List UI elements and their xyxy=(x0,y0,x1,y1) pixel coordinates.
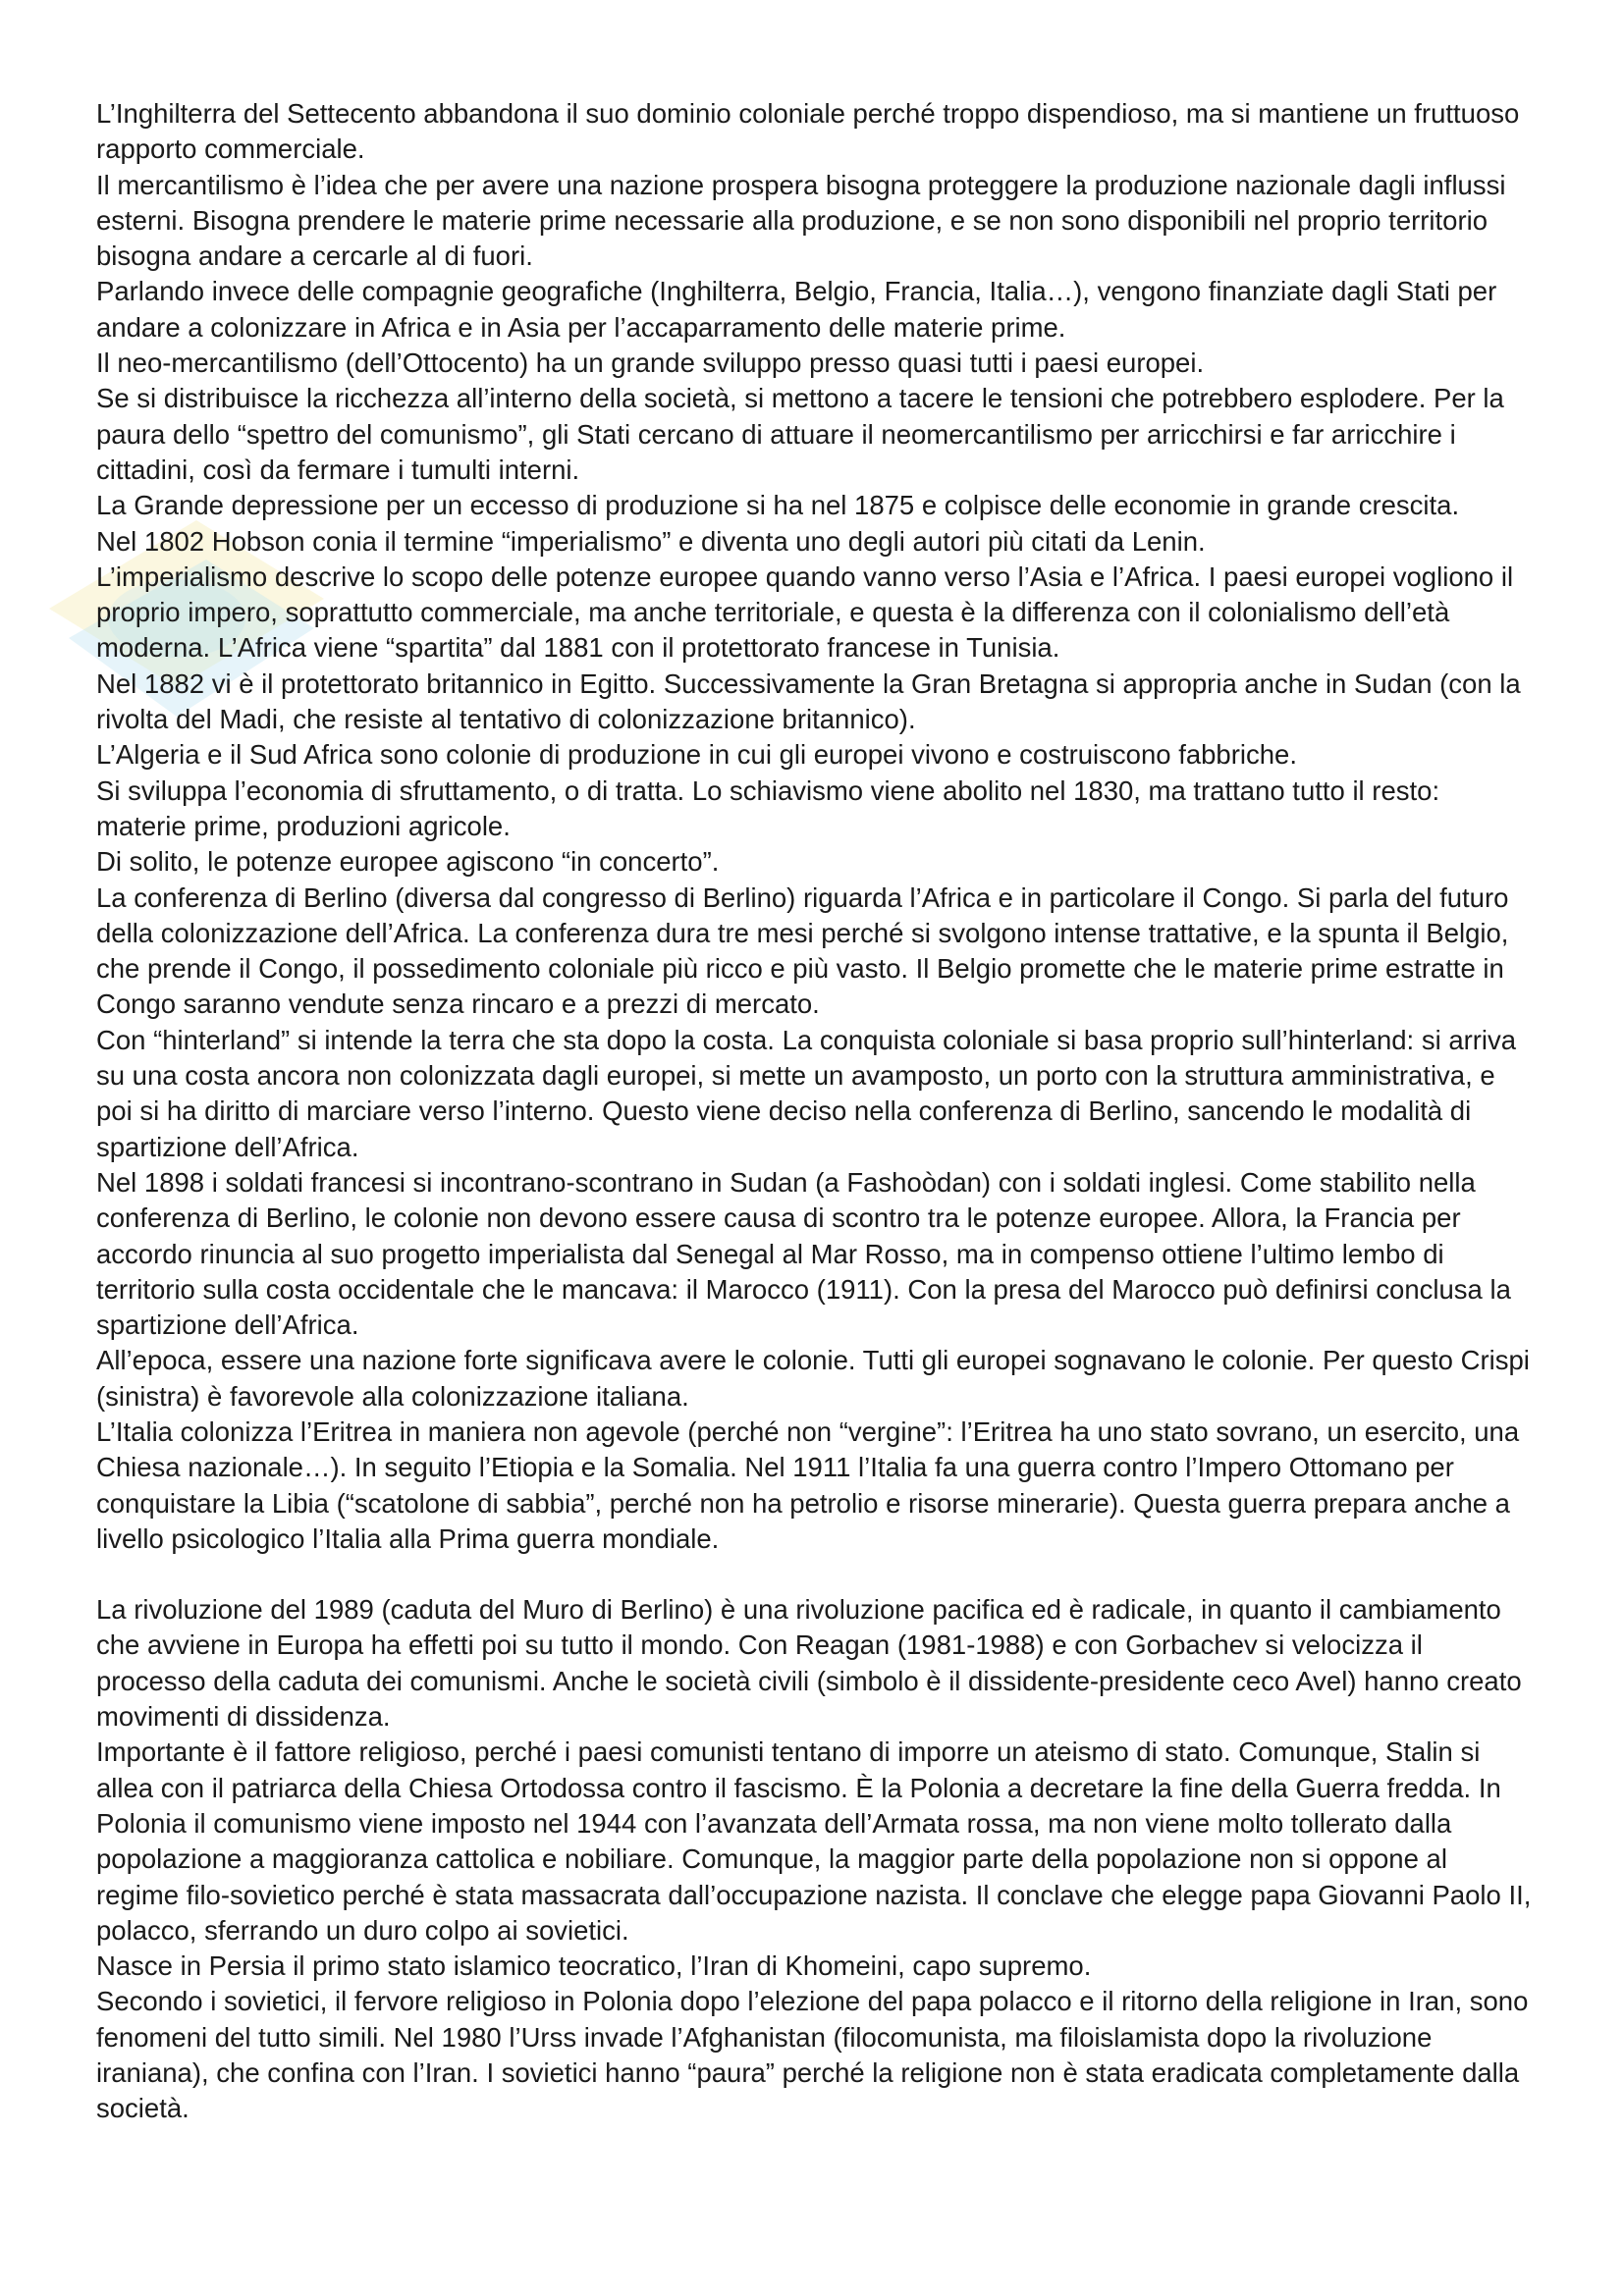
paragraph: All’epoca, essere una nazione forte significava avere le colonie. Tutti gli europei sognavano le colonie. Per questo Crispi (sinistra) è favorevole alla colonizzazione italiana. xyxy=(96,1345,1530,1412)
paragraph: L’Italia colonizza l’Eritrea in maniera non agevole (perché non “vergine”: l’Eritrea ha uno stato sovrano, un esercito, una Chiesa nazionale…). In seguito l’Etiopia e la Somalia. Nel 1911 l’Italia fa una guerra contro l’Impero Ottomano per conquistare la Libia (“scatolone di sabbia”, perché non ha petrolio e risorse minerarie). Questa guerra prepara anche a livello psicologico l’Italia alla Prima guerra mondiale. xyxy=(96,1415,1520,1554)
paragraph: La conferenza di Berlino (diversa dal congresso di Berlino) riguarda l’Africa e in particolare il Congo. Si parla del futuro della colonizzazione dell’Africa. La conferenza dura tre mesi perché si svolgono intense trattative, e la spunta il Belgio, che prende il Congo, il possedimento coloniale più ricco e più vasto. Il Belgio promette che le materie prime estratte in Congo saranno vendute senza rincaro e a prezzi di mercato. xyxy=(96,881,1509,1020)
paragraph: L’Inghilterra del Settecento abbandona il suo dominio coloniale perché troppo dispendioso, ma si mantiene un fruttuoso rapporto commerciale. xyxy=(96,98,1520,165)
paragraph: L’imperialismo descrive lo scopo delle potenze europee quando vanno verso l’Asia e l’Africa. I paesi europei vogliono il proprio impero, soprattutto commerciale, ma anche territoriale, e questa è la differenza con il colonialismo dell’età moderna. L’Africa viene “spartita” dal 1881 con il protettorato francese in Tunisia. xyxy=(96,561,1514,664)
paragraph: Parlando invece delle compagnie geografiche (Inghilterra, Belgio, Francia, Italia…), vengono finanziate dagli Stati per andare a colonizzare in Africa e in Asia per l’accaparramento delle materie prime. xyxy=(96,276,1497,343)
paragraph: Con “hinterland” si intende la terra che sta dopo la costa. La conquista coloniale si basa proprio sull’hinterland: si arriva su una costa ancora non colonizzata dagli europei, si mette un avamposto, un porto con la struttura amministrativa, e poi si ha diritto di marciare verso l’interno. Questo viene deciso nella conferenza di Berlino, sancendo le modalità di spartizione dell’Africa. xyxy=(96,1024,1517,1162)
paragraph: Secondo i sovietici, il fervore religioso in Polonia dopo l’elezione del papa polacco e il ritorno della religione in Iran, sono fenomeni del tutto simili. Nel 1980 l’Urss invade l’Afghanistan (filocomunista, ma filoislamista dopo la rivoluzione iraniana), che confina con l’Iran. I sovietici hanno “paura” perché la religione non è stata eradicata completamente dalla società. xyxy=(96,1986,1529,2124)
paragraph: Importante è il fattore religioso, perché i paesi comunisti tentano di imporre un ateismo di stato. Comunque, Stalin si allea con il patriarca della Chiesa Ortodossa contro il fascismo. È la Polonia a decretare la fine della Guerra fredda. In Polonia il comunismo viene imposto nel 1944 con l’avanzata dell’Armata rossa, ma non viene molto tollerato dalla popolazione a maggioranza cattolica e nobiliare. Comunque, la maggior parte della popolazione non si oppone al regime filo-sovietico perché è stata massacrata dall’occupazione nazista. Il conclave che elegge papa Giovanni Paolo II, polacco, sferrando un duro colpo ai sovietici. xyxy=(96,1736,1532,1946)
paragraph: Nel 1802 Hobson conia il termine “imperialismo” e diventa uno degli autori più citati da Lenin. xyxy=(96,525,1206,557)
paragraph: Se si distribuisce la ricchezza all’interno della società, si mettono a tacere le tensioni che potrebbero esplodere. Per la paura dello “spettro del comunismo”, gli Stati cercano di attuare il neomercantilismo per arricchirsi e far arricchire i cittadini, così da fermare i tumulti interni. xyxy=(96,383,1504,485)
paragraph: Si sviluppa l’economia di sfruttamento, o di tratta. Lo schiavismo viene abolito nel 1830, ma trattano tutto il resto: materie prime, produzioni agricole. xyxy=(96,774,1440,841)
paragraph: La Grande depressione per un eccesso di produzione si ha nel 1875 e colpisce delle economie in grande crescita. xyxy=(96,490,1460,521)
paragraph: Nasce in Persia il primo stato islamico teocratico, l’Iran di Khomeini, capo supremo. xyxy=(96,1950,1092,1982)
paragraph: L’Algeria e il Sud Africa sono colonie di produzione in cui gli europei vivono e costruiscono fabbriche. xyxy=(96,739,1297,771)
document-body xyxy=(96,96,1535,2127)
paragraph: Nel 1882 vi è il protettorato britannico in Egitto. Successivamente la Gran Bretagna si appropria anche in Sudan (con la rivolta del Madi, che resiste al tentativo di colonizzazione britannico). xyxy=(96,667,1521,735)
paragraph: La rivoluzione del 1989 (caduta del Muro di Berlino) è una rivoluzione pacifica ed è radicale, in quanto il cambiamento che avviene in Europa ha effetti poi su tutto il mondo. Con Reagan (1981-1988) e con Gorbachev si velocizza il processo della caduta dei comunismi. Anche le società civili (simbolo è il dissidente-presidente ceco Avel) hanno creato movimenti di dissidenza. xyxy=(96,1594,1522,1733)
paragraph: Il neo-mercantilismo (dell’Ottocento) ha un grande sviluppo presso quasi tutti i paesi europei. xyxy=(96,347,1205,379)
section-spacer xyxy=(96,1557,1535,1592)
paragraph: Nel 1898 i soldati francesi si incontrano-scontrano in Sudan (a Fashoòdan) con i soldati inglesi. Come stabilito nella conferenza di Berlino, le colonie non devono essere causa di scontro tra le potenze europee. Allora, la Francia per accordo rinuncia al suo progetto imperialista dal Senegal al Mar Rosso, ma in compenso ottiene l’ultimo lembo di territorio sulla costa occidentale che le mancava: il Marocco (1911). Con la presa del Marocco può definirsi conclusa la spartizione dell’Africa. xyxy=(96,1166,1511,1341)
paragraph: Il mercantilismo è l’idea che per avere una nazione prospera bisogna proteggere la produzione nazionale dagli influssi esterni. Bisogna prendere le materie prime necessarie alla produzione, e se non sono disponibili nel proprio territorio bisogna andare a cercarle al di fuori. xyxy=(96,169,1506,272)
paragraph: Di solito, le potenze europee agiscono “in concerto”. xyxy=(96,846,720,878)
